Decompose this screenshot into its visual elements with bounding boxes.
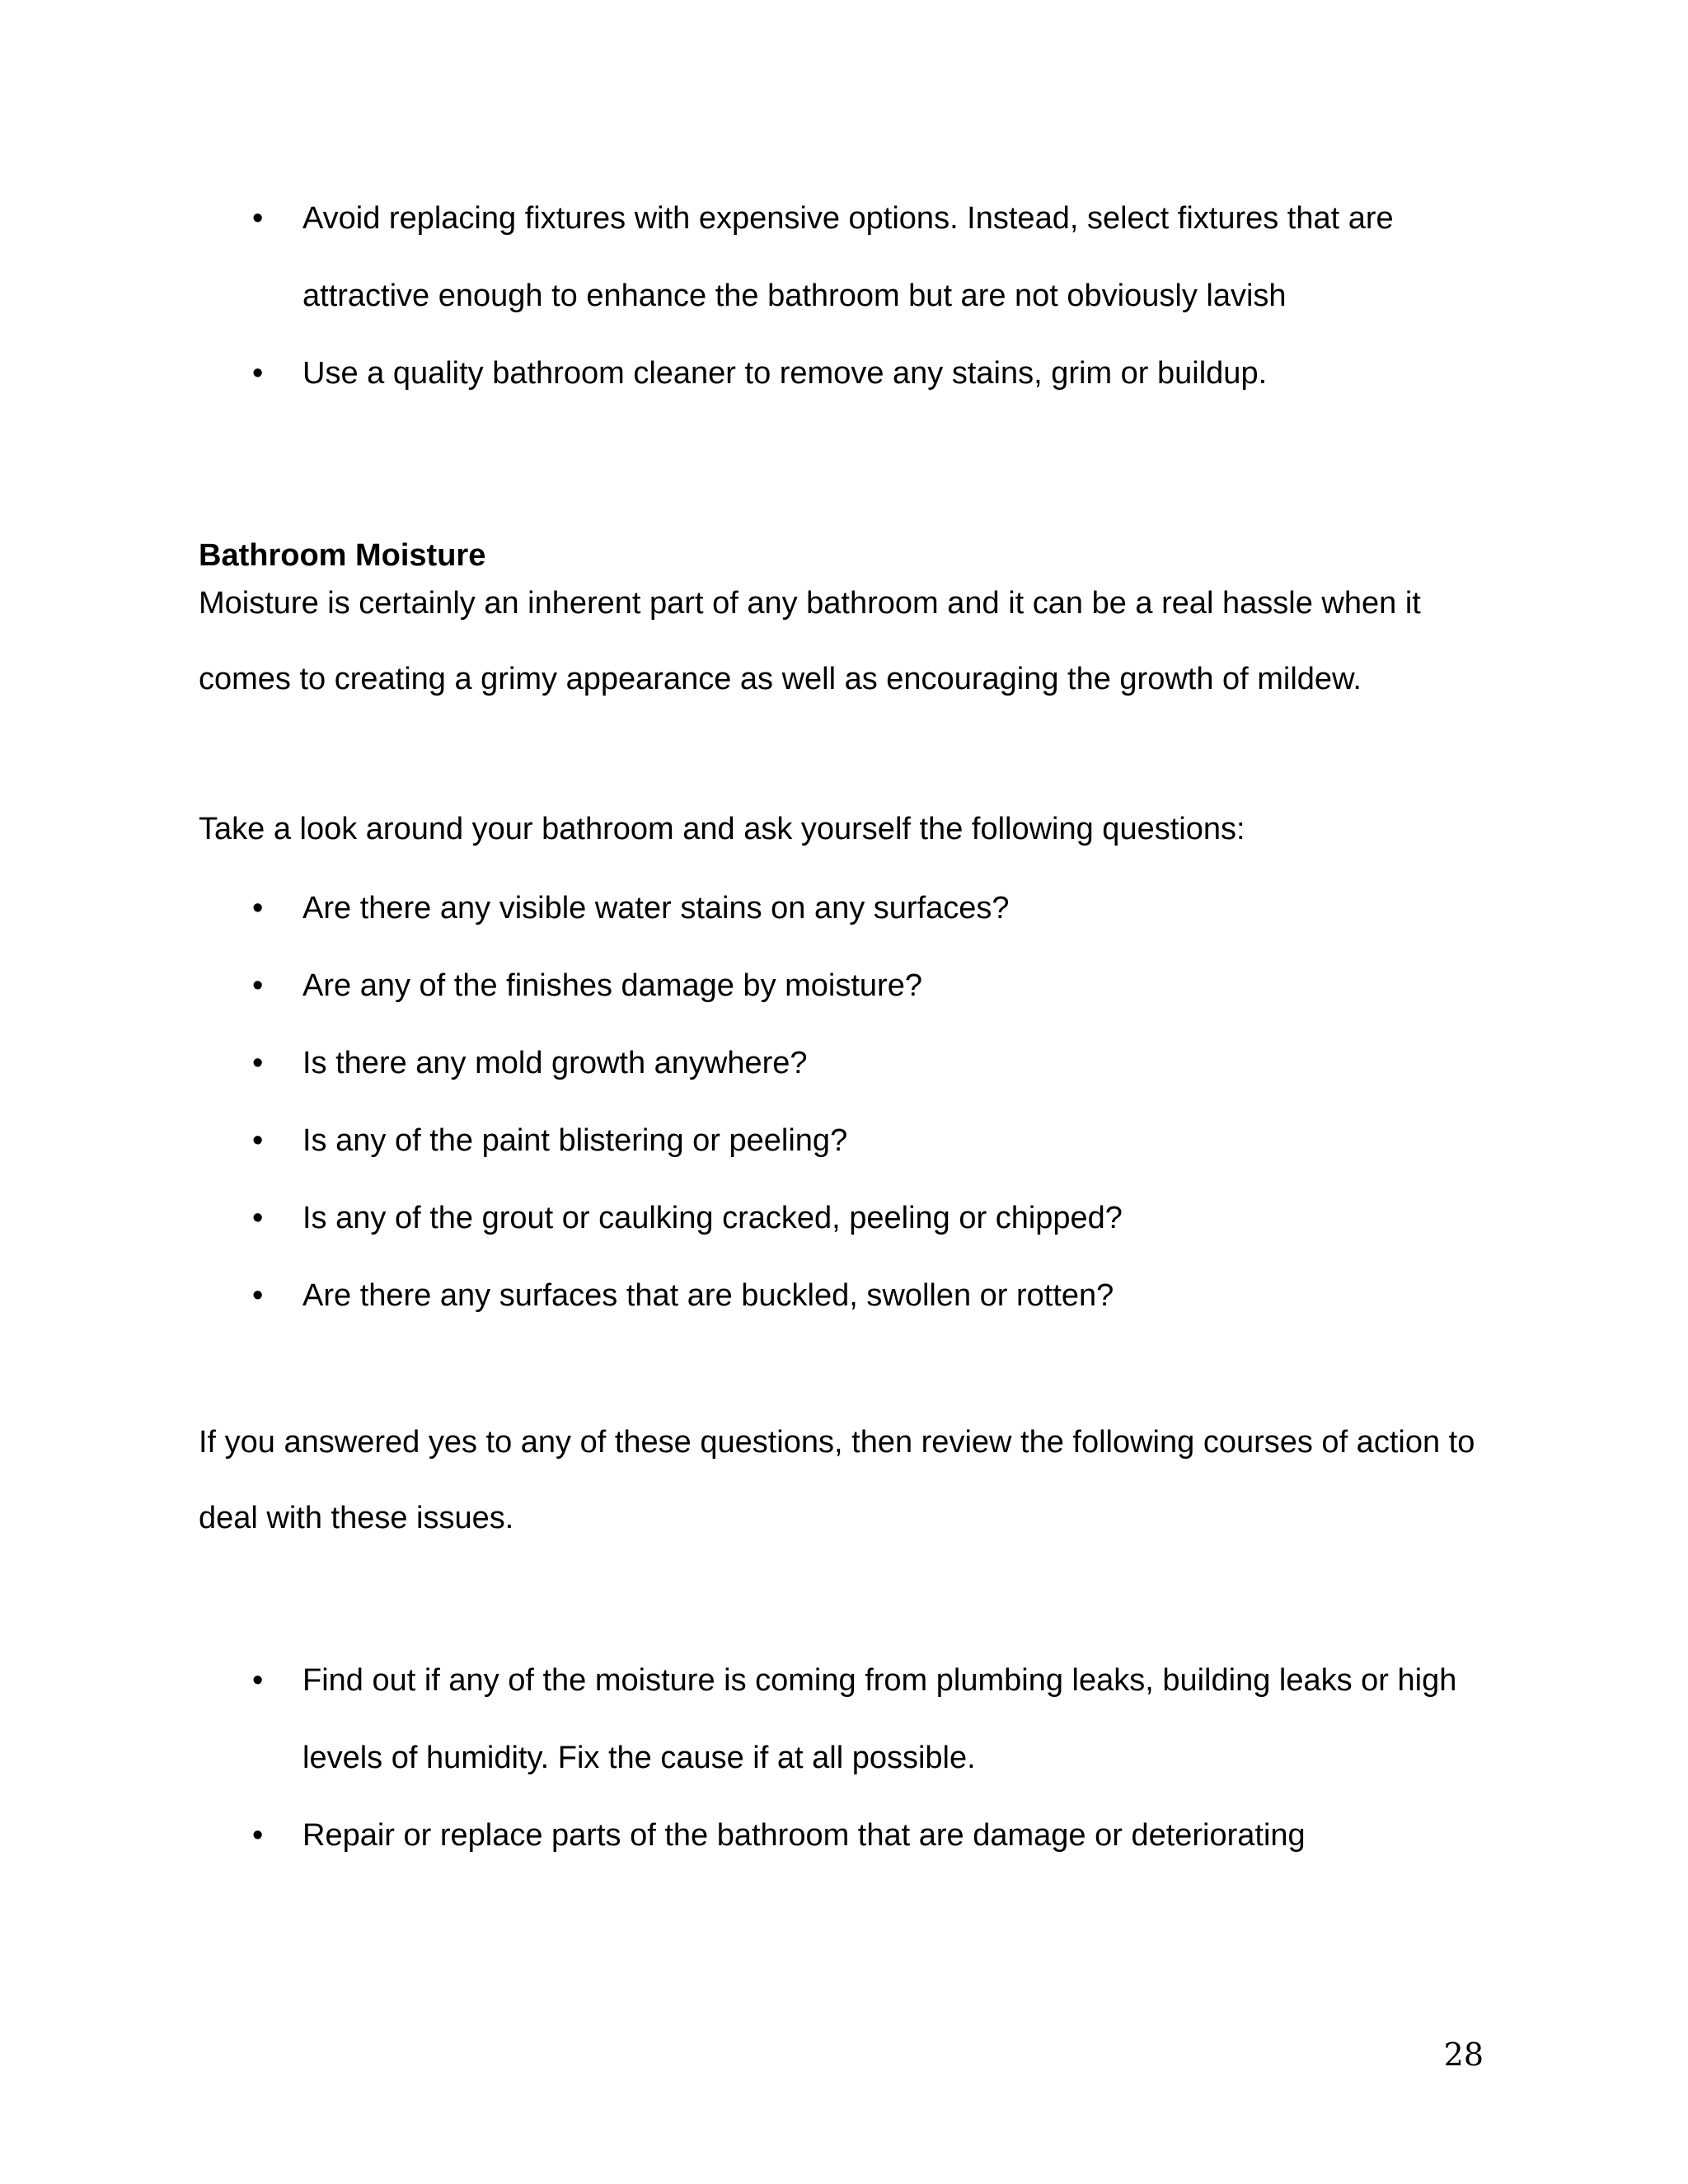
bullet-list-questions	[0, 869, 1688, 1334]
intro-paragraph: Moisture is certainly an inherent part of any bathroom and it can be a real hassle when it comes to creating a grimy appearance as well as encouraging the growth of mildew.	[199, 586, 1421, 696]
questions-prompt: Take a look around your bathroom and ask yourself the following questions:	[199, 812, 1245, 846]
list-item-text: Avoid replacing fixtures with expensive options. Instead, select fixtures that are attractive enough to enhance the bathroom but are not obviously lavish	[302, 201, 1394, 313]
list-item-text: Is any of the grout or caulking cracked, peeling or chipped?	[302, 1201, 1123, 1235]
list-item	[0, 869, 1688, 947]
list-item-text: Repair or replace parts of the bathroom that are damage or deteriorating	[302, 1818, 1306, 1853]
list-item-text: Are any of the finishes damage by moisture?	[302, 968, 922, 1003]
list-item	[0, 1024, 1688, 1102]
bullet-icon: •	[252, 1201, 264, 1235]
list-item-text: Find out if any of the moisture is coming from plumbing leaks, building leaks or high levels of humidity. Fix the cause if at all possible.	[302, 1663, 1457, 1775]
bullet-icon: •	[252, 1046, 264, 1080]
list-item	[0, 1257, 1688, 1334]
bullet-icon: •	[252, 1123, 264, 1158]
page-number: 28	[1443, 2036, 1484, 2073]
list-item	[0, 1102, 1688, 1179]
list-item	[0, 947, 1688, 1024]
bullet-icon: •	[252, 968, 264, 1003]
list-item-text: Are there any visible water stains on any surfaces?	[302, 891, 1010, 926]
list-item-text: Are there any surfaces that are buckled, swollen or rotten?	[302, 1278, 1114, 1313]
list-item	[0, 1179, 1688, 1257]
bullet-icon: •	[252, 201, 264, 236]
section-heading: Bathroom Moisture	[199, 538, 486, 573]
followup-paragraph: If you answered yes to any of these questions, then review the following courses of action to deal with these issues.	[199, 1425, 1475, 1535]
list-item-text: Is there any mold growth anywhere?	[302, 1046, 808, 1080]
bullet-icon: •	[252, 1663, 264, 1698]
bullet-icon: •	[252, 1818, 264, 1853]
list-item	[0, 1642, 1688, 1797]
list-item-text: Use a quality bathroom cleaner to remove any stains, grim or buildup.	[302, 356, 1268, 391]
list-item	[0, 335, 1688, 412]
bullet-icon: •	[252, 356, 264, 391]
list-item-text: Is any of the paint blistering or peeling?	[302, 1123, 848, 1158]
bullet-icon: •	[252, 1278, 264, 1313]
bullet-list-actions	[0, 1642, 1688, 1874]
list-item	[0, 1797, 1688, 1874]
bullet-icon: •	[252, 891, 264, 926]
list-item	[0, 180, 1688, 335]
bullet-list-fixtures	[0, 180, 1688, 412]
